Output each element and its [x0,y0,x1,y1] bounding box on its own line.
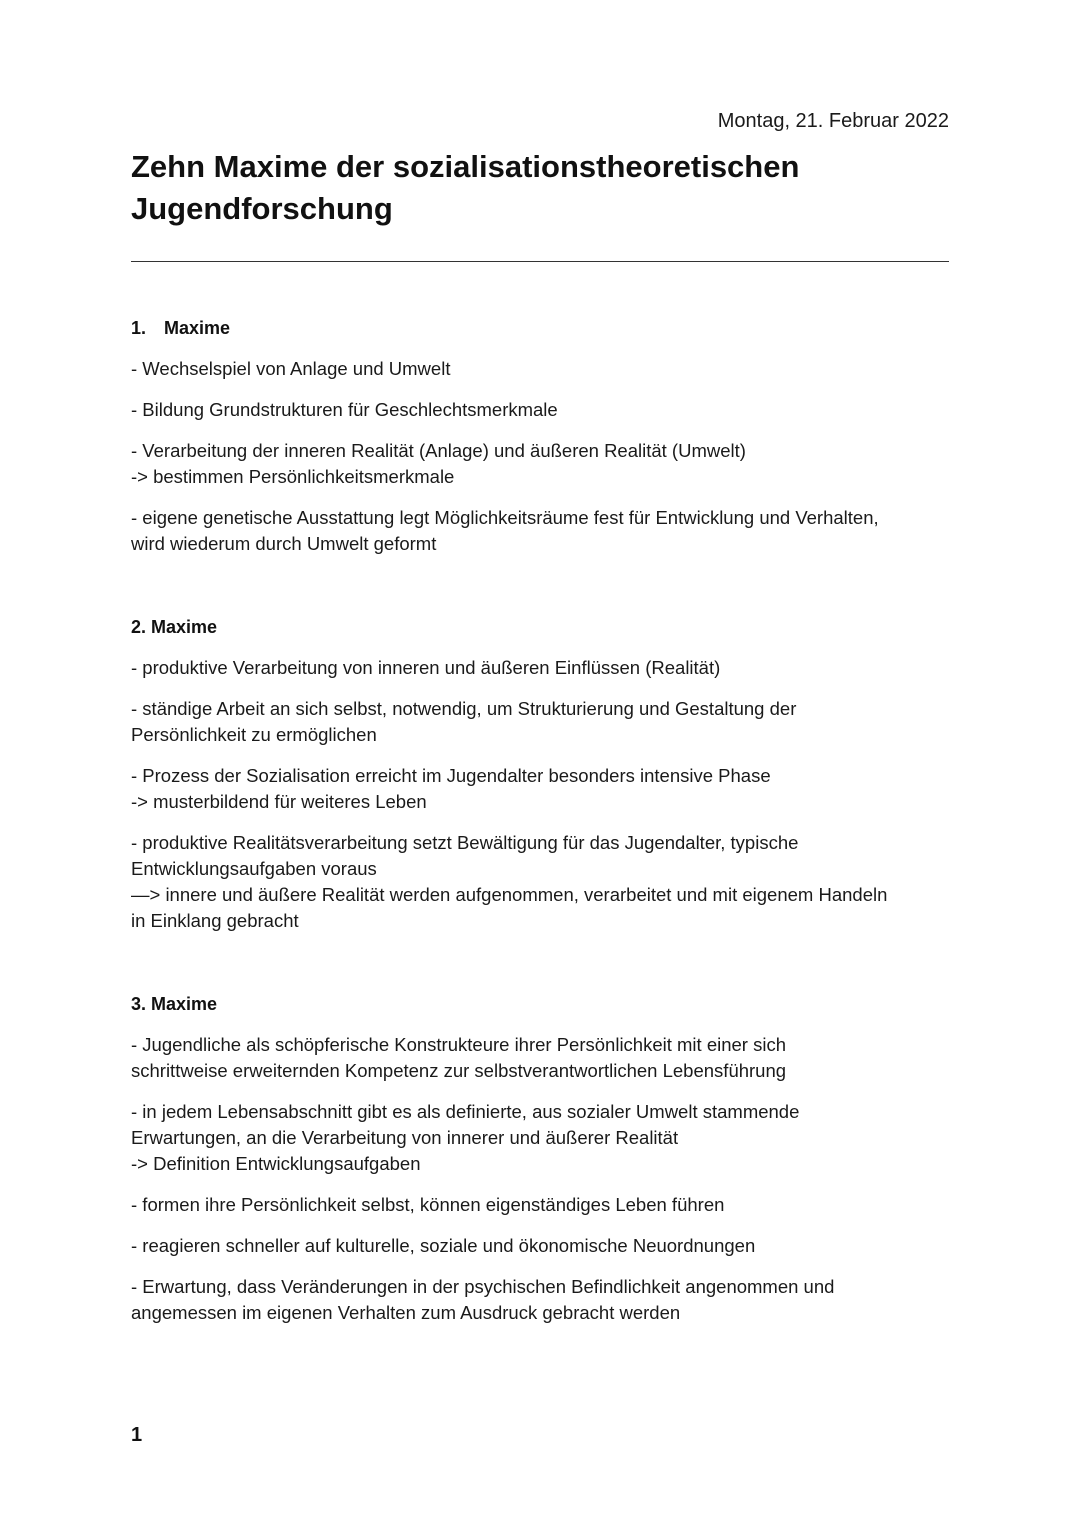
item-line: - produktive Realitätsverarbeitung setzt Bewältigung für das Jugendalter, typische [131,832,799,853]
item-line: - Prozess der Sozialisation erreicht im Jugendalter besonders intensive Phase [131,765,771,786]
item-line: - Erwartung, dass Veränderungen in der psychischen Befindlichkeit angenommen und [131,1276,835,1297]
item-line: -> Definition Entwicklungsaufgaben [131,1153,421,1174]
list-item [131,1233,951,1259]
item-line: - reagieren schneller auf kulturelle, soziale und ökonomische Neuordnungen [131,1235,756,1256]
section-heading [131,615,951,639]
list-item [131,763,951,815]
item-line: -> musterbildend für weiteres Leben [131,791,427,812]
item-line: angemessen im eigenen Verhalten zum Ausdruck gebracht werden [131,1302,681,1323]
section-maxime-3 [131,992,951,1326]
list-item [131,1032,951,1084]
list-item [131,655,951,681]
item-line: - Wechselspiel von Anlage und Umwelt [131,358,451,379]
item-line: Erwartungen, an die Verarbeitung von innerer und äußerer Realität [131,1127,679,1148]
item-line: - in jedem Lebensabschnitt gibt es als definierte, aus sozialer Umwelt stammende [131,1101,800,1122]
item-line: schrittweise erweiternden Kompetenz zur selbstverantwortlichen Lebensführung [131,1060,787,1081]
section-number: 2. [131,617,147,637]
item-line: wird wiederum durch Umwelt geformt [131,533,437,554]
list-item [131,1192,951,1218]
list-item [131,505,951,557]
section-maxime-1 [131,316,951,557]
item-line: -> bestimmen Persönlichkeitsmerkmale [131,466,455,487]
document-body [131,316,951,1384]
section-number: 3. [131,994,147,1014]
document-title: Zehn Maxime der sozialisationstheoretischen Jugendforschung [131,149,800,226]
item-line: - Bildung Grundstrukturen für Geschlechtsmerkmale [131,399,558,420]
document-date: Montag, 21. Februar 2022 [717,110,949,132]
list-item [131,696,951,748]
item-line: - formen ihre Persönlichkeit selbst, können eigenständiges Leben führen [131,1194,725,1215]
item-line: - Verarbeitung der inneren Realität (Anlage) und äußeren Realität (Umwelt) [131,440,746,461]
page-number: 1 [131,1424,143,1446]
list-item [131,1274,951,1326]
item-line: Persönlichkeit zu ermöglichen [131,724,377,745]
section-heading [131,992,951,1016]
list-item [131,830,951,934]
section-number: 1. [131,318,147,338]
item-line: - eigene genetische Ausstattung legt Möglichkeitsräume fest für Entwicklung und Verhalten, [131,507,879,528]
title-divider [131,261,949,262]
item-line: - produktive Verarbeitung von inneren und äußeren Einflüssen (Realität) [131,657,721,678]
item-line: - ständige Arbeit an sich selbst, notwendig, um Strukturierung und Gestaltung der [131,698,797,719]
item-line: —> innere und äußere Realität werden aufgenommen, verarbeitet und mit eigenem Handeln [131,884,888,905]
section-heading [131,316,951,340]
list-item [131,438,951,490]
item-line: Entwicklungsaufgaben voraus [131,858,377,879]
item-line: in Einklang gebracht [131,910,299,931]
section-heading-label: Maxime [151,994,218,1014]
section-heading-label: Maxime [151,617,218,637]
list-item [131,356,951,382]
list-item [131,397,951,423]
section-heading-label: Maxime [164,318,231,338]
list-item [131,1099,951,1177]
section-maxime-2 [131,615,951,934]
item-line: - Jugendliche als schöpferische Konstrukteure ihrer Persönlichkeit mit einer sich [131,1034,786,1055]
